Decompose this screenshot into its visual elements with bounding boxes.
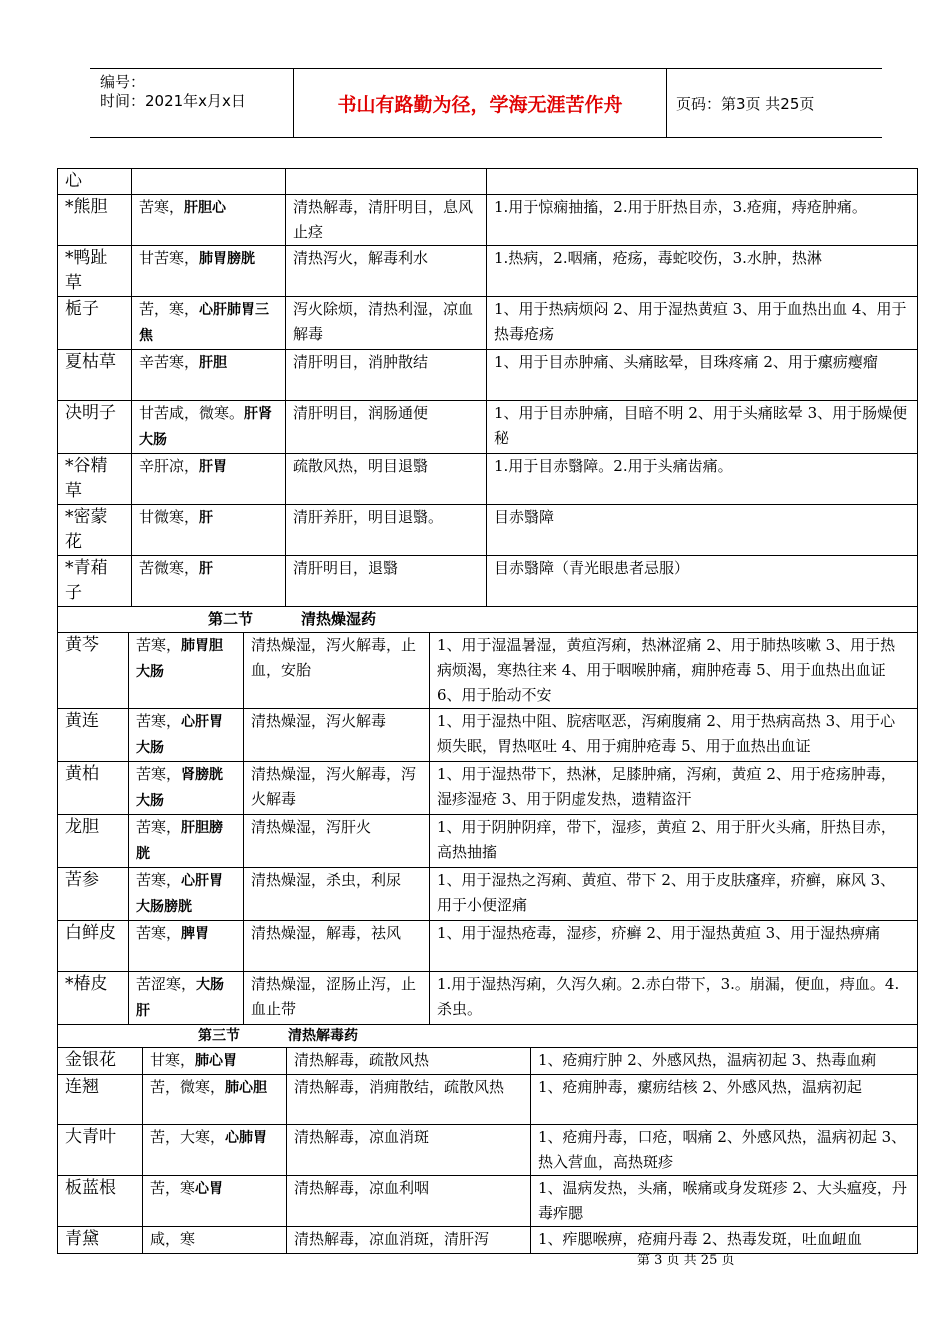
indication-cell: 1、痄腮喉痹，疮痈丹毒 2、热毒发斑，吐血衄血 bbox=[531, 1227, 918, 1254]
function-cell: 清热解毒，凉血消斑，清肝泻 bbox=[287, 1227, 531, 1254]
table-row bbox=[58, 297, 918, 350]
herb-name-cell: 苦参 bbox=[58, 868, 129, 921]
property-cell: 苦，寒心胃 bbox=[143, 1176, 287, 1227]
table-row bbox=[58, 454, 918, 505]
property-cell: 辛肝凉，肝胃 bbox=[132, 454, 286, 505]
function-cell: 清热燥湿，泻火解毒 bbox=[244, 709, 430, 762]
function-cell: 清肝明目，润肠通便 bbox=[286, 401, 487, 454]
herb-name-cell: 决明子 bbox=[58, 401, 132, 454]
meridian: 肝胆 bbox=[199, 355, 228, 371]
meridian: 肝 bbox=[199, 510, 214, 526]
meridian: 心肝胃大肠 bbox=[136, 714, 224, 756]
function-cell bbox=[286, 169, 487, 195]
herb-name-cell: 黄连 bbox=[58, 709, 129, 762]
table-row bbox=[58, 1176, 918, 1227]
function-cell: 清热燥湿，泻火解毒，泻火解毒 bbox=[244, 762, 430, 815]
herb-name-cell: 黄柏 bbox=[58, 762, 129, 815]
meridian: 肝胃 bbox=[199, 459, 228, 475]
property-cell: 苦寒，心肝胃大肠膀胱 bbox=[129, 868, 244, 921]
page-label: 页码：第3页 共25页 bbox=[676, 95, 815, 113]
property-cell: 苦寒，心肝胃大肠 bbox=[129, 709, 244, 762]
function-cell: 清肝明目，退翳 bbox=[286, 556, 487, 607]
table-row bbox=[58, 556, 918, 607]
indication-cell: 1.用于惊痫抽搐，2.用于肝热目赤，3.疮痈，痔疮肿痛。 bbox=[487, 195, 918, 246]
property-cell: 苦，寒，心肝肺胃三焦 bbox=[132, 297, 286, 350]
table-section-2 bbox=[57, 606, 918, 1025]
function-cell: 清热解毒，疏散风热 bbox=[287, 1048, 531, 1075]
herb-name-cell: 黄芩 bbox=[58, 633, 129, 709]
indication-cell: 1、用于目赤肿痛、头痛眩晕，目珠疼痛 2、用于瘰疬瘿瘤 bbox=[487, 350, 918, 401]
property-cell: 甘苦寒，肺胃膀胱 bbox=[132, 246, 286, 297]
table-row bbox=[58, 1227, 918, 1254]
table-section-3 bbox=[57, 1024, 918, 1254]
property-cell: 苦寒，肺胃胆大肠 bbox=[129, 633, 244, 709]
meridian: 肺心胃 bbox=[195, 1053, 238, 1069]
herb-name-cell: 夏枯草 bbox=[58, 350, 132, 401]
table-section-1 bbox=[57, 168, 918, 607]
table-row bbox=[58, 195, 918, 246]
indication-cell: 1、用于目赤肿痛，目暗不明 2、用于头痛眩晕 3、用于肠燥便秘 bbox=[487, 401, 918, 454]
table-row bbox=[58, 1125, 918, 1176]
table-row bbox=[58, 762, 918, 815]
indication-cell: 1、温病发热，头痛，喉痛或身发斑疹 2、大头瘟疫，丹毒痄腮 bbox=[531, 1176, 918, 1227]
indication-cell: 1、用于湿热之泻痢、黄疸、带下 2、用于皮肤瘙痒，疥癣，麻风 3、用于小便涩痛 bbox=[430, 868, 918, 921]
table-row bbox=[58, 350, 918, 401]
meridian: 肝 bbox=[199, 561, 214, 577]
meridian: 心肝胃大肠膀胱 bbox=[136, 873, 224, 915]
table-row bbox=[58, 505, 918, 556]
meridian: 肝肾大肠 bbox=[139, 406, 273, 448]
table-row bbox=[58, 169, 918, 195]
herb-name-cell: 心 bbox=[58, 169, 132, 195]
function-cell: 疏散风热，明目退翳 bbox=[286, 454, 487, 505]
herb-name-cell: *谷精草 bbox=[58, 454, 132, 505]
section-heading-3: 第三节 清热解毒药 bbox=[58, 1025, 918, 1048]
table-row bbox=[58, 246, 918, 297]
section-heading-2: 第二节 清热燥湿药 bbox=[58, 607, 918, 633]
table-row bbox=[58, 921, 918, 972]
indication-cell: 1、疮痈疔肿 2、外感风热，温病初起 3、热毒血痢 bbox=[531, 1048, 918, 1075]
function-cell: 清热泻火，解毒利水 bbox=[286, 246, 487, 297]
function-cell: 清肝养肝，明目退翳。 bbox=[286, 505, 487, 556]
indication-cell: 目赤翳障 bbox=[487, 505, 918, 556]
meridian: 肝胆膀胱 bbox=[136, 820, 224, 862]
herb-name-cell: 栀子 bbox=[58, 297, 132, 350]
indication-cell: 1.用于目赤翳障。2.用于头痛齿痛。 bbox=[487, 454, 918, 505]
function-cell: 清热解毒，消痈散结，疏散风热 bbox=[287, 1075, 531, 1125]
number-label: 编号： bbox=[100, 73, 146, 91]
herb-name-cell: 龙胆 bbox=[58, 815, 129, 868]
property-cell: 苦寒，肝胆心 bbox=[132, 195, 286, 246]
table-row bbox=[58, 868, 918, 921]
time-label: 时间：2021年x月x日 bbox=[100, 92, 246, 110]
property-cell: 辛苦寒，肝胆 bbox=[132, 350, 286, 401]
herb-name-cell: *密蒙花 bbox=[58, 505, 132, 556]
table-row bbox=[58, 815, 918, 868]
function-cell: 清肝明目，消肿散结 bbox=[286, 350, 487, 401]
herb-name-cell: 板蓝根 bbox=[58, 1176, 143, 1227]
herb-name-cell: *鸭趾草 bbox=[58, 246, 132, 297]
property-cell: 甘苦咸，微寒。肝肾大肠 bbox=[132, 401, 286, 454]
page-header bbox=[90, 68, 882, 138]
indication-cell: 1、疮痈肿毒，瘰疬结核 2、外感风热，温病初起 bbox=[531, 1075, 918, 1125]
function-cell: 清热燥湿，泻火解毒，止血，安胎 bbox=[244, 633, 430, 709]
indication-cell: 1、用于湿热中阻、脘痞呕恶，泻痢腹痛 2、用于热病高热 3、用于心烦失眠，胃热呕吐 4、用于痈肿疮毒 5、用于血热出血证 bbox=[430, 709, 918, 762]
indication-cell: 1.用于湿热泻痢，久泻久痢。2.赤白带下，3.。崩漏，便血，痔血。4.杀虫。 bbox=[430, 972, 918, 1025]
page-footer: 第 3 页 共 25 页 bbox=[637, 1253, 735, 1268]
motto: 书山有路勤为径，学海无涯苦作舟 bbox=[293, 69, 667, 137]
indication-cell: 1、用于湿热疮毒，湿疹，疥癣 2、用于湿热黄疸 3、用于湿热痹痛 bbox=[430, 921, 918, 972]
herb-name-cell: 白鲜皮 bbox=[58, 921, 129, 972]
table-row bbox=[58, 709, 918, 762]
function-cell: 泻火除烦，清热利湿，凉血解毒 bbox=[286, 297, 487, 350]
property-cell: 苦寒，肾膀胱大肠 bbox=[129, 762, 244, 815]
property-cell: 苦，大寒，心肺胃 bbox=[143, 1125, 287, 1176]
meridian: 脾胃 bbox=[181, 926, 210, 942]
function-cell: 清热燥湿，杀虫，利尿 bbox=[244, 868, 430, 921]
table-row bbox=[58, 1048, 918, 1075]
meridian: 肺胃膀胱 bbox=[199, 251, 256, 267]
meridian: 大肠肝 bbox=[136, 977, 225, 1019]
property-cell bbox=[132, 169, 286, 195]
table-row bbox=[58, 1075, 918, 1125]
indication-cell: 1、用于热病烦闷 2、用于湿热黄疸 3、用于血热出血 4、用于热毒疮疡 bbox=[487, 297, 918, 350]
function-cell: 清热燥湿，涩肠止泻，止血止带 bbox=[244, 972, 430, 1025]
meridian: 肺胃胆大肠 bbox=[136, 638, 224, 680]
meridian: 肺心胆 bbox=[225, 1080, 268, 1096]
indication-cell: 1、用于湿热带下，热淋，足膝肿痛，泻痢，黄疸 2、用于疮疡肿毒，湿疹湿疮 3、用于阴虚发热，遗精盗汗 bbox=[430, 762, 918, 815]
meridian: 肝胆心 bbox=[184, 200, 227, 216]
header-meta bbox=[100, 73, 246, 111]
herb-name-cell: *椿皮 bbox=[58, 972, 129, 1025]
property-cell: 甘寒，肺心胃 bbox=[143, 1048, 287, 1075]
indication-cell bbox=[487, 169, 918, 195]
property-cell: 苦寒，肝胆膀胱 bbox=[129, 815, 244, 868]
indication-cell: 1、用于湿温暑湿，黄疸泻痢，热淋涩痛 2、用于肺热咳嗽 3、用于热病烦渴，寒热往来 4、用于咽喉肿痛，痈肿疮毒 5、用于血热出血证 6、用于胎动不安 bbox=[430, 633, 918, 709]
property-cell: 甘微寒，肝 bbox=[132, 505, 286, 556]
herb-name-cell: 金银花 bbox=[58, 1048, 143, 1075]
herb-name-cell: *青葙子 bbox=[58, 556, 132, 607]
indication-cell: 1、用于阴肿阴痒，带下，湿疹，黄疸 2、用于肝火头痛，肝热目赤，高热抽搐 bbox=[430, 815, 918, 868]
function-cell: 清热解毒，清肝明目，息风止痉 bbox=[286, 195, 487, 246]
indication-cell: 1.热病，2.咽痛，疮疡，毒蛇咬伤，3.水肿，热淋 bbox=[487, 246, 918, 297]
function-cell: 清热解毒，凉血利咽 bbox=[287, 1176, 531, 1227]
property-cell: 咸，寒 bbox=[143, 1227, 287, 1254]
herb-name-cell: 连翘 bbox=[58, 1075, 143, 1125]
function-cell: 清热解毒，凉血消斑 bbox=[287, 1125, 531, 1176]
property-cell: 苦寒，脾胃 bbox=[129, 921, 244, 972]
function-cell: 清热燥湿，泻肝火 bbox=[244, 815, 430, 868]
meridian: 心肺胃 bbox=[225, 1130, 268, 1146]
table-row bbox=[58, 633, 918, 709]
herb-name-cell: *熊胆 bbox=[58, 195, 132, 246]
table-row bbox=[58, 401, 918, 454]
property-cell: 苦微寒，肝 bbox=[132, 556, 286, 607]
indication-cell: 1、疮痈丹毒，口疮，咽痛 2、外感风热，温病初起 3、热入营血，高热斑疹 bbox=[531, 1125, 918, 1176]
meridian: 心胃 bbox=[195, 1181, 224, 1197]
herb-name-cell: 大青叶 bbox=[58, 1125, 143, 1176]
meridian: 心肝肺胃三焦 bbox=[139, 302, 270, 344]
herb-tables bbox=[57, 168, 918, 1254]
table-row bbox=[58, 972, 918, 1025]
herb-name-cell: 青黛 bbox=[58, 1227, 143, 1254]
function-cell: 清热燥湿，解毒，祛风 bbox=[244, 921, 430, 972]
indication-cell: 目赤翳障（青光眼患者忌服） bbox=[487, 556, 918, 607]
property-cell: 苦，微寒，肺心胆 bbox=[143, 1075, 287, 1125]
meridian: 肾膀胱大肠 bbox=[136, 767, 224, 809]
property-cell: 苦涩寒，大肠肝 bbox=[129, 972, 244, 1025]
